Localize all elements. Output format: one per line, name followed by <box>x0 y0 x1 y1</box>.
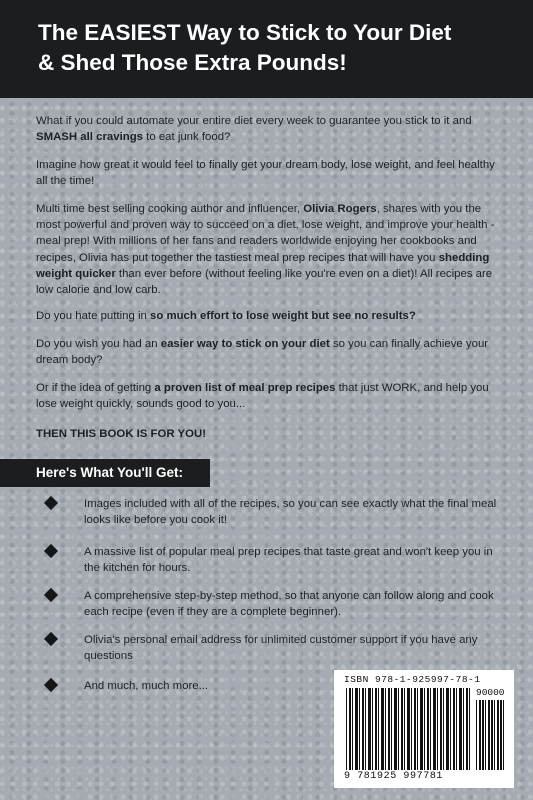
list-item-text: A comprehensive step-by-step method, so that anyone can follow along and cook each recipe (even if they are a complete beginner). <box>84 590 494 619</box>
list-item-text: Images included with all of the recipes, so you can see exactly what the final meal looks like before you cook it! <box>84 498 497 527</box>
isbn-label: ISBN 978-1-925997-78-1 <box>344 674 481 685</box>
diamond-bullet-icon <box>44 588 58 602</box>
list-item-text: And much, much more... <box>84 680 209 692</box>
list-item-text: Olivia's personal email address for unlimited customer support if you have any questions <box>84 634 478 663</box>
book-title <box>38 18 518 78</box>
call-to-action: THEN THIS BOOK IS FOR YOU! <box>36 428 207 440</box>
section-heading-banner <box>0 459 210 487</box>
addon-barcode-bars <box>476 700 506 770</box>
diamond-bullet-icon <box>44 678 58 692</box>
isbn-barcode <box>334 670 514 788</box>
intro-paragraph-6: Or if the idea of getting a proven list of meal prep recipes that just WORK, and help you lose weight quickly, sounds good to you... <box>36 382 489 411</box>
title-line-2: & Shed Those Extra Pounds! <box>38 50 347 75</box>
price-code: 90000 <box>476 687 505 698</box>
barcode-digits: 9 781925 997781 <box>344 771 444 782</box>
diamond-bullet-icon <box>44 632 58 646</box>
section-heading: Here's What You'll Get: <box>36 465 183 480</box>
intro-paragraph-5: Do you wish you had an easier way to stick on your diet so you can finally achieve your dream body? <box>36 338 489 367</box>
diamond-bullet-icon <box>44 496 58 510</box>
header-banner <box>0 0 533 98</box>
diamond-bullet-icon <box>44 544 58 558</box>
title-line-1: The EASIEST Way to Stick to Your Diet <box>38 20 452 45</box>
intro-paragraph-3: Multi time best selling cooking author and influencer, Olivia Rogers, shares with you the most powerful and proven way to succeed on a diet, lose weight, and improve your health - meal prep! With millions of her fans and readers worldwide enjoying her cookbooks and recipes, Olivia has put together the tastiest meal prep recipes that will have you shedding weight quicker than ever before (without feeling like you're even on a diet)! All recipes are low calorie and low carb. <box>36 203 495 297</box>
intro-paragraph-4: Do you hate putting in so much effort to lose weight but see no results? <box>36 310 416 322</box>
list-item-text: A massive list of popular meal prep recipes that taste great and won't keep you in the kitchen for hours. <box>84 546 493 575</box>
intro-paragraph-1: What if you could automate your entire diet every week to guarantee you stick to it and SMASH all cravings to eat junk food? <box>36 115 472 144</box>
intro-paragraph-2: Imagine how great it would feel to finally get your dream body, lose weight, and feel healthy all the time! <box>36 159 495 188</box>
barcode-bars <box>346 688 470 770</box>
